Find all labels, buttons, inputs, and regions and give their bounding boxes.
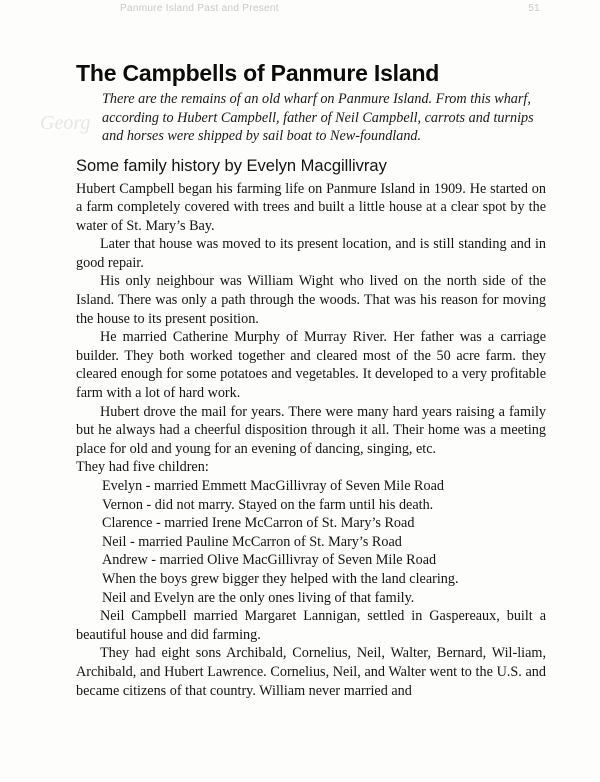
paragraph: They had five children: [76, 459, 209, 476]
list-item: Evelyn - married Emmett MacGillivray of Seven Mile Road [102, 478, 444, 494]
paragraph: Later that house was moved to its present location, and is still standing and in good repair. [76, 236, 546, 271]
paragraph: Hubert Campbell began his farming life on Panmure Island in 1909. He started on a farm completely covered with trees and built a little house at a clear spot by the water of St. Mary’s Bay. [76, 180, 546, 234]
paragraph: Neil Campbell married Margaret Lannigan, settled in Gaspereaux, built a beautiful house and did farming. [76, 608, 546, 643]
intro-paragraph [102, 90, 546, 146]
list-item: Neil and Evelyn are the only ones living of that family. [102, 589, 415, 606]
running-head [120, 3, 540, 17]
list-item: Clarence - married Irene McCarron of St. Mary’s Road [102, 515, 415, 532]
intro-text: There are the remains of an old wharf on Panmure Island. From this wharf, according to Hubert Campbell, father of Neil Campbell, carrots and turnips and horses were shipped by sail boat to New-foundland. [102, 91, 534, 144]
paragraph: They had eight sons Archibald, Cornelius, Neil, Walter, Bernard, Wil-liam, Archibald, and Hubert Lawrence. Cornelius, Neil, and Walter went to the U.S. and became citizens of that country. William never married and [76, 645, 546, 699]
page-number: 51 [528, 3, 540, 14]
list-item: Andrew - married Olive MacGillivray of Seven Mile Road [102, 552, 437, 569]
article-body [76, 180, 546, 701]
paragraph: His only neighbour was William Wight who lived on the north side of the Island. There was only a path through the woods. That was his reason for moving the house to its present position. [76, 273, 546, 327]
list-item: Vernon - did not marry. Stayed on the farm until his death. [102, 496, 434, 513]
list-item: Neil - married Pauline McCarron of St. Mary’s Road [102, 533, 402, 550]
section-heading: Some family history by Evelyn Macgillivray [76, 156, 387, 175]
article-title: The Campbells of Panmure Island [76, 60, 440, 86]
paragraph: Hubert drove the mail for years. There were many hard years raising a family but he always had a cheerful disposition through it all. Their home was a meeting place for old and young for an evening of dancing, singing, etc. [76, 403, 546, 457]
bleed-through-text: Georg [40, 112, 91, 134]
paragraph: He married Catherine Murphy of Murray River. Her father was a carriage builder. They both worked together and cleared most of the 50 acre farm. they cleared enough for some potatoes and vegetables. It developed to a very profitable farm with a lot of hard work. [76, 329, 546, 402]
article [76, 58, 546, 700]
list-item: When the boys grew bigger they helped with the land clearing. [102, 570, 459, 587]
running-head-title: Panmure Island Past and Present [120, 3, 279, 14]
